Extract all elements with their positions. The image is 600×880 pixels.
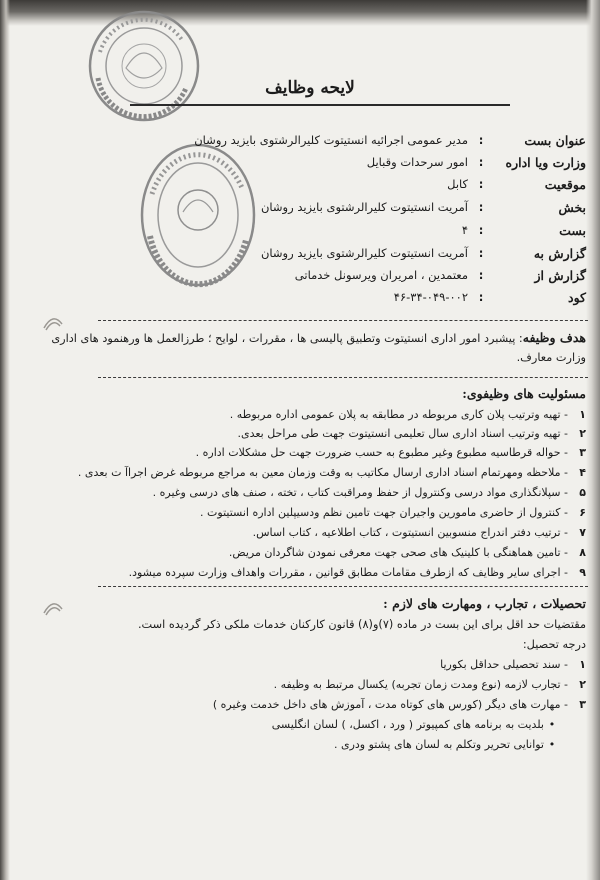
responsibility-item <box>66 546 586 564</box>
field-colon: : <box>478 200 484 214</box>
field-value: امور سرحدات وقبایل <box>366 155 468 169</box>
purpose-paragraph <box>26 328 586 367</box>
field-label: موقعیت <box>544 177 586 192</box>
responsibility-item <box>66 506 586 524</box>
responsibility-item <box>66 446 586 464</box>
item-number: ۳ <box>579 446 586 459</box>
field-colon: : <box>478 133 484 147</box>
field-value: آمریت انستیتوت کلیرالرشتوی بایزید روشان <box>260 200 468 214</box>
field-row-position-title <box>26 133 586 153</box>
field-label: عنوان بست <box>524 133 586 148</box>
item-dash: - <box>560 698 568 711</box>
item-number: ۷ <box>579 526 586 539</box>
item-text: سند تحصیلی حداقل بکوریا <box>440 658 561 671</box>
item-text: تجارب لازمه (نوع ومدت زمان تجربه) یکسال مرتبط به وظیفه . <box>273 678 561 691</box>
field-row-grade <box>26 223 586 243</box>
item-number: ۳ <box>579 698 586 711</box>
item-number: ۲ <box>579 427 586 440</box>
section-divider <box>98 377 588 378</box>
responsibility-item <box>66 566 586 584</box>
purpose-colon: : <box>515 332 523 345</box>
field-value: ۴ <box>461 223 468 237</box>
field-label: وزارت ویا اداره <box>505 155 586 170</box>
item-number: ۴ <box>579 466 586 479</box>
field-row-code <box>26 290 586 310</box>
item-number: ۱ <box>579 658 586 671</box>
item-number: ۱ <box>579 408 586 421</box>
bullet-text: توانایی تحریر وتکلم به لسان های پشتو ودری . <box>333 738 544 751</box>
qualification-item <box>66 658 586 676</box>
item-dash: - <box>560 526 568 539</box>
item-dash: - <box>560 566 568 579</box>
item-dash: - <box>560 678 568 691</box>
purpose-label: هدف وظیفه <box>522 330 586 345</box>
field-value: کابل <box>447 177 468 191</box>
item-dash: - <box>560 466 568 479</box>
field-row-ministry <box>26 155 586 175</box>
bullet-text: بلدیت به برنامه های کمپیوتر ( ورد ، اکسل، ) لسان انگلیسی <box>271 718 544 731</box>
item-text: اجرای سایر وظایف که ازطرف مقامات مطابق قوانین ، مقررات واهداف وزارت سپرده میشود. <box>128 566 561 579</box>
item-text: سپلانگذاری مواد درسی وکنترول از حفظ ومراقبت کتاب ، تخته ، صنف های درسی وغیره . <box>152 486 561 499</box>
document-title: لایحه وظایف <box>265 78 355 98</box>
section-divider <box>98 586 588 587</box>
item-number: ۹ <box>579 566 586 579</box>
degree-heading: درجه تحصیل: <box>522 638 586 651</box>
field-colon: : <box>478 290 484 304</box>
title-underline <box>130 104 510 106</box>
field-colon: : <box>478 246 484 260</box>
official-seal-top <box>86 8 202 124</box>
field-colon: : <box>478 177 484 191</box>
field-value: معتمدین ، امریران ویرسونل خدماتی <box>294 268 468 282</box>
field-row-reports-from <box>26 268 586 288</box>
responsibility-item <box>66 408 586 426</box>
field-value: ۴۶-۳۴-۰۴۹-۰۰۲ <box>393 290 468 304</box>
scan-shadow-right <box>586 0 600 880</box>
field-value: مدیر عمومی اجرائیه انستیتوت کلیرالرشتوی بایزید روشان <box>194 133 468 147</box>
field-colon: : <box>478 223 484 237</box>
field-colon: : <box>478 155 484 169</box>
qualifications-intro: مقتضیات حد اقل برای این بست در ماده (۷)و(۸) قانون کارکنان خدمات ملکی ذکر گردیده است. <box>137 618 586 631</box>
item-text: ملاحظه ومهرتمام اسناد اداری ارسال مکاتیب به وقت وزمان معین به مراجع مربوطه غرض اجراآ ت بعدی . <box>77 466 561 479</box>
item-text: مهارت های دیگر (کورس های کوتاه مدت ، آموزش های داخل خدمت وغیره ) <box>212 698 561 711</box>
field-row-location <box>26 177 586 197</box>
qualifications-heading: تحصیلات ، تجارب ، ومهارت های لازم : <box>383 596 586 611</box>
field-label: بست <box>559 223 586 238</box>
item-number: ۵ <box>579 486 586 499</box>
skill-bullet <box>60 738 560 756</box>
item-dash: - <box>560 408 568 421</box>
field-colon: : <box>478 268 484 282</box>
responsibility-item <box>66 526 586 544</box>
item-text: تهیه وترتیب پلان کاری مربوطه در مطابقه به پلان عمومی اداره مربوطه . <box>229 408 561 421</box>
responsibilities-heading: مسئولیت های وظیفوی: <box>462 386 586 401</box>
responsibility-item <box>66 427 586 445</box>
field-label: بخش <box>558 200 586 215</box>
field-value: آمریت انستیتوت کلیرالرشتوی بایزید روشان <box>260 246 468 260</box>
qualification-item <box>66 698 586 716</box>
responsibility-item <box>66 486 586 504</box>
item-number: ۸ <box>579 546 586 559</box>
skill-bullet <box>60 718 560 736</box>
purpose-text: پیشبرد امور اداری انستیتوت وتطبیق پالیسی ها ، مقررات ، لوایح ؛ طرزالعمل ها ورهنمود های اداری وزارت معارف. <box>51 332 586 364</box>
item-dash: - <box>560 486 568 499</box>
item-dash: - <box>560 546 568 559</box>
field-label: گزارش از <box>534 268 586 283</box>
field-row-reports-to <box>26 246 586 266</box>
responsibility-item <box>66 466 586 484</box>
item-dash: - <box>560 427 568 440</box>
item-number: ۶ <box>579 506 586 519</box>
bullet-dot: • <box>548 718 556 731</box>
section-divider <box>98 320 588 321</box>
qualification-item <box>66 678 586 696</box>
item-dash: - <box>560 506 568 519</box>
item-text: حواله قرطاسیه مطبوع وغیر مطبوع به حسب ضرورت جهت حل مشکلات اداره . <box>195 446 561 459</box>
item-dash: - <box>560 658 568 671</box>
item-text: ترتیب دفتر اندراج منسوبین انستیتوت ، کتاب اطلاعیه ، کتاب اساس. <box>252 526 561 539</box>
item-text: تهیه وترتیب اسناد اداری سال تعلیمی انستیتوت جهت طی مراحل بعدی. <box>237 427 561 440</box>
item-dash: - <box>560 446 568 459</box>
scan-shadow-left <box>0 0 10 880</box>
item-text: کنترول از حاضری مامورین واجیران جهت تامین نظم ودسیپلین اداره انستیتوت . <box>200 506 561 519</box>
field-row-section <box>26 200 586 220</box>
bullet-dot: • <box>548 738 556 751</box>
field-label: کود <box>568 290 586 305</box>
item-text: تامین هماهنگی با کلینیک های صحی جهت معرفی نمودن شاگردان مریض. <box>228 546 561 559</box>
field-label: گزارش به <box>533 246 586 261</box>
item-number: ۲ <box>579 678 586 691</box>
